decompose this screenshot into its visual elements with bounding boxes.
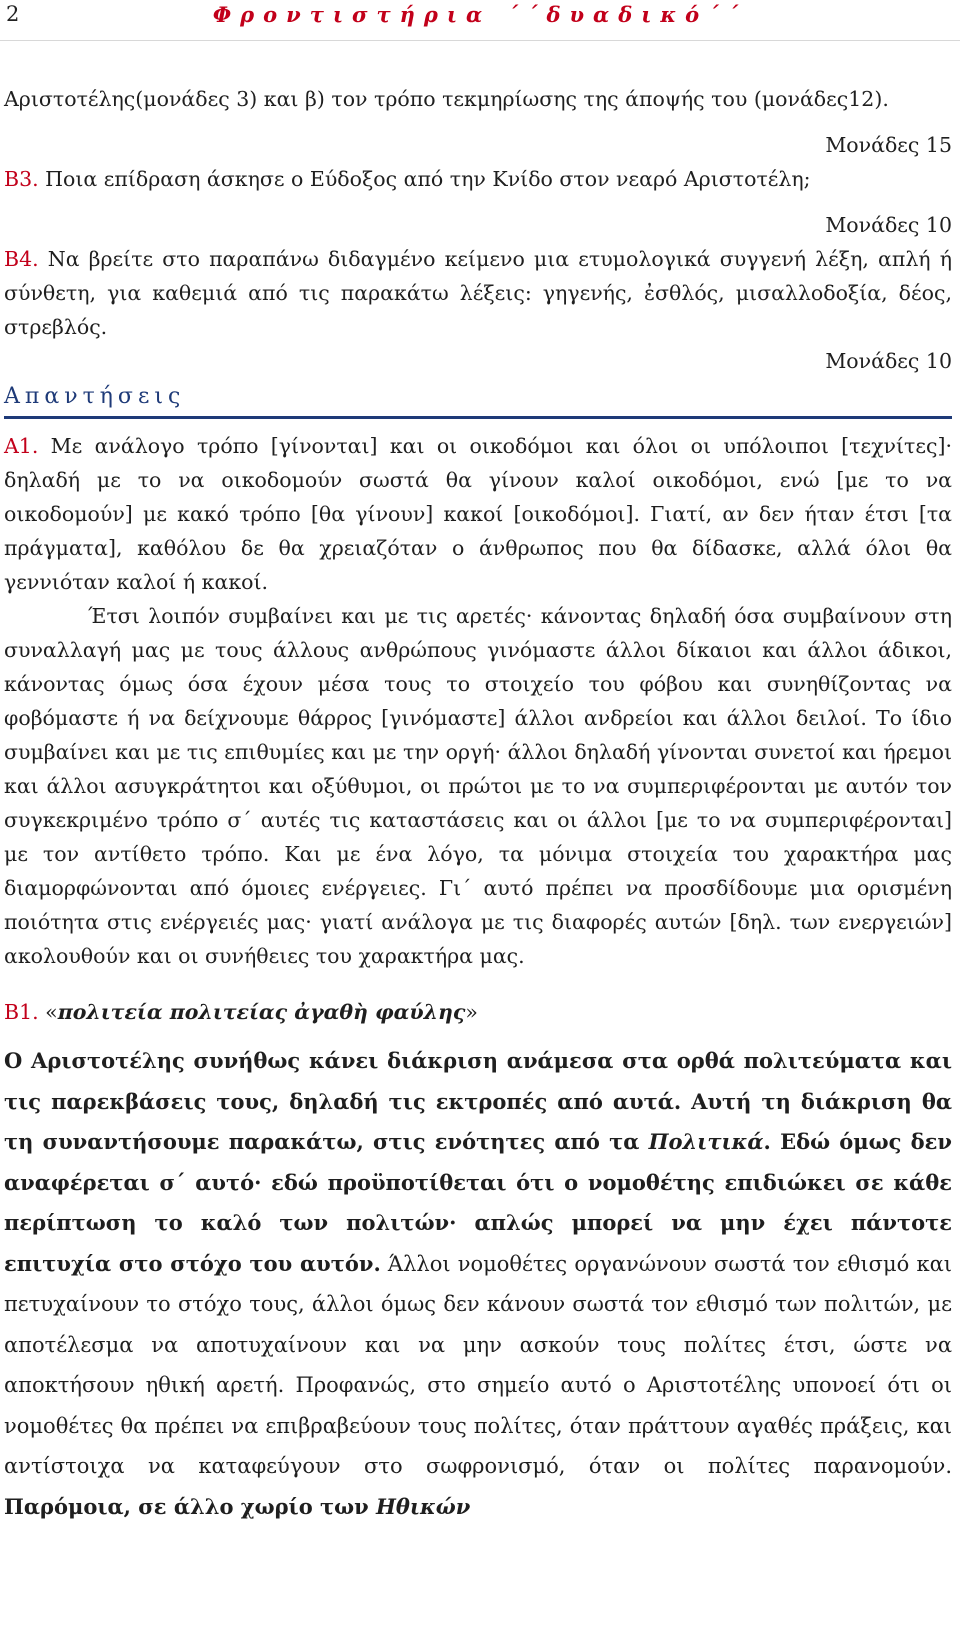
- answer-b1-heading: [4, 995, 952, 1029]
- document-body: [4, 82, 952, 1527]
- answer-b1-paragraph: [4, 1041, 952, 1527]
- question-b4: [4, 242, 952, 344]
- answer-a1-text-1: Με ανάλογο τρόπο [γίνονται] και οι οικοδόμοι και όλοι οι υπόλοιποι [τεχνίτες]· δηλαδή με το να οικοδομούν σωστά θα γίνουν καλοί οικοδόμοι, ενώ [με το να οικοδομούν] με κακό τρόπο [θα γίνουν] κακοί [οικοδόμοι]. Γιατί, αν δεν ήταν έτσι [τα πράγματα], καθόλου δε θα χρειαζόταν ο άνθρωπος που θα δίδασκε, αλλά όλοι θα γεννιόταν καλοί ή κακοί.: [4, 434, 952, 594]
- question-b3: [4, 162, 952, 196]
- answer-b1-quote: πολιτεία πολιτείας ἀγαθὴ φαύλης: [57, 1000, 466, 1024]
- answer-a1-paragraph-2: Έτσι λοιπόν συμβαίνει και με τις αρετές· κάνοντας δηλαδή όσα συμβαίνουν στη συναλλαγή μας με τους άλλους ανθρώπους γινόμαστε άλλοι δίκαιοι και άλλοι άδικοι, κάνοντας όμως όσα έχουν μέσα τους το στοιχείο του φόβου και συνηθίζοντας να φοβόμαστε ή να δείχνουμε θάρρος [γινόμαστε] άλλοι ανδρείοι και άλλοι δειλοί. Το ίδιο συμβαίνει και με τις επιθυμίες και με την οργή· άλλοι δηλαδή γίνονται συνετοί και ήρεμοι και άλλοι ασυγκράτητοι και οξύθυμοι, οι πρώτοι με το να συμπεριφέρονται με αυτόν τον συγκεκριμένο τρόπο σ΄ αυτές τις καταστάσεις και οι άλλοι [με το να συμπεριφέρονται] με τον αντίθετο τρόπο. Και με ένα λόγο, τα μόνιμα στοιχεία του χαρακτήρα μας διαμορφώνονται από όμοιες ενέργειες. Γι΄ αυτό πρέπει να προσδίδουμε μια ορισμένη ποιότητα στις ενέργειές μας· γιατί ανάλογα με τις διαφορές αυτών [δηλ. των ενεργειών] ακολουθούν και οι συνήθειες του χαρακτήρα μας.: [4, 604, 952, 968]
- question-b3-label: Β3.: [4, 167, 39, 191]
- intro-points: Μονάδες 15: [825, 133, 952, 157]
- answer-a1-paragraph-1: [4, 429, 952, 599]
- page-header: [0, 0, 960, 41]
- answer-b1-politika: Πολιτικά: [648, 1129, 764, 1154]
- question-b4-label: Β4.: [4, 247, 39, 271]
- answer-b1-label: Β1.: [4, 1000, 39, 1024]
- answer-b1-ithika: Ηθικών: [376, 1493, 471, 1519]
- question-b4-text: Να βρείτε στο παραπάνω διδαγμένο κείμενο μια ετυμολογικά συγγενή λέξη, απλή ή σύνθετη, για καθεμιά από τις παρακάτω λέξεις: γηγενής, ἐσθλός, μισαλλοδοξία, δέος, στρεβλός.: [4, 247, 952, 339]
- answer-b1-quote-open: «: [45, 1000, 58, 1024]
- intro-text: Αριστοτέλης(μονάδες 3) και β) τον τρόπο τεκμηρίωσης της άποψής του (μονάδες12).: [4, 87, 889, 111]
- answer-b1-bold-2: . Εδώ όμως δεν αναφέρεται σ΄ αυτό· εδώ προϋποτίθεται ότι ο νομοθέτης επιδιώκει σε κάθε περίπτωση το καλό των πολιτών· απλώς μπορεί να μην έχει πάντοτε επιτυχία στο στόχο του αυτόν.: [4, 1129, 952, 1276]
- answer-b1-bold-1: Ο Αριστοτέλης συνήθως κάνει διάκριση ανάμεσα στα ορθά πολιτεύματα και τις παρεκβάσεις τους, δηλαδή τις εκτροπές από αυτά. Αυτή τη διάκριση θα τη συναντήσουμε παρακάτω, στις ενότητες από τα: [4, 1048, 952, 1154]
- answer-b1-quote-close: »: [465, 1000, 478, 1024]
- answer-a1-label: Α1.: [4, 434, 39, 458]
- answers-heading: Απαντήσεις: [4, 380, 952, 419]
- answer-b1-bold-3: Παρόμοια, σε άλλο χωρίο των: [4, 1493, 377, 1519]
- header-title: Φροντιστήρια ΄΄δυαδικό΄΄: [212, 2, 748, 27]
- page-number: 2: [6, 2, 20, 26]
- question-b3-points: Μονάδες 10: [825, 213, 952, 237]
- question-b3-text: Ποια επίδραση άσκησε ο Εύδοξος από την Κνίδο στον νεαρό Αριστοτέλη;: [45, 167, 811, 191]
- answer-b1-normal: Άλλοι νομοθέτες οργανώνουν σωστά τον εθισμό και πετυχαίνουν το στόχο τους, άλλοι όμως δεν κάνουν σωστά τον εθισμό των πολιτών, με αποτέλεσμα να αποτυχαίνουν και να μην ασκούν τους πολίτες έτσι, ώστε να αποκτήσουν ηθική αρετή. Προφανώς, στο σημείο αυτό ο Αριστοτέλης υπονοεί ότι οι νομοθέτες θα πρέπει να επιβραβεύουν τους πολίτες, όταν πράττουν αγαθές πράξεις, και αντίστοιχα να καταφεύγουν στο σωφρονισμό, όταν οι πολίτες παρανομούν.: [4, 1251, 952, 1478]
- question-b4-points: Μονάδες 10: [825, 349, 952, 373]
